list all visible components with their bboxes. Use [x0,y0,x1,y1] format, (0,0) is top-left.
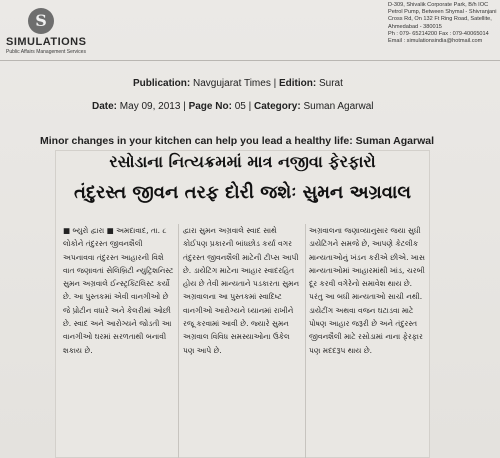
address-line: Email : simulationsindia@hotmail.com [388,38,483,45]
category-value: Suman Agarwal [303,101,374,112]
separator: | [248,101,252,112]
logo-letter: S [35,11,47,30]
separator: | [183,101,186,112]
logo-tagline: Public Affairs Management Services [6,49,86,55]
page-value: 05 [234,101,246,112]
publication-value: Navgujarat Times [193,78,271,89]
publication-line [133,78,343,89]
address-line: Petrol Pump, Between Shymal - Shivranjani [388,9,497,16]
company-address [388,2,500,45]
edition-label: Edition: [279,78,317,89]
newspaper-clipping [55,150,430,458]
edition-value: Surat [319,78,343,89]
logo-emblem-icon [28,8,54,34]
separator: | [273,78,277,89]
date-label: Date: [92,101,118,112]
page-label: Page No: [188,101,232,112]
logo-name: SIMULATIONS [6,36,87,48]
address-line: Ahmedabad - 380015 [388,23,442,30]
article-column-1: ■ બ્યુરો દ્વારા ■ અમદાવાદ, તા. ૮ લોકોને તંદુરસ્ત જીવનશૈલી અપનાવવા તંદુરસ્ત આહારની વિશે વાત જણાવતાં સેલિબ્રિટી ન્યુટ્રિશનિસ્ટ સુમન અગ્રવાલે ઈન્સ્ટ્રક્ટિલિસ્ટ કર્યો છે. આ પુસ્તકમાં એવી વાનગીઓ છે જે પ્રોટીન વધારે અને કેલરીમાં ઓછી છે. સ્વાદ અને આરોગ્યને જોડતી આ વાનગીઓ ઘરમાં સરળતાથી બનાવી શકાય છે. [63,226,174,355]
date-line [92,101,374,112]
column-divider [178,224,179,458]
date-value: May 09, 2013 [119,101,181,112]
header-divider [0,60,500,61]
address-line: D-309, Shivalik Corporate Park, B/h IOC [388,2,489,8]
category-label: Category: [254,101,301,112]
article-column-2: દ્વારા સુમન અગ્રવાલે સ્વાદ સાથે કોઈપણ પ્રકારની બાંધછોડ કર્યા વગર તંદુરસ્ત જીવનશૈલી માટેની ટીપ્સ આપી છે. ડાયેટિંગ માટેના આહાર સ્વાદરહિત હોય છે તેવી માન્યતાને પડકારતા સુમન અગ્રવાલના આ પુસ્તકમાં સ્વાદિષ્ટ વાનગીઓ આરોગ્યને ધ્યાનમાં રાખીને રજૂ કરવામાં આવી છે. જ્યારે સુમન અગ્રવાલ વિવિધ સમસ્યાઓના ઉકેલ પણ આપે છે. [183,226,300,355]
address-line: Ph : 079- 65214200 Fax : 079-40065014 [388,30,489,37]
article-column-3: અગ્રવાલના જણાવ્યાનુસાર જયા સુધી ડાયેટિંગને સમજે છે, આપણે કેટલીક માન્યતાઓનું ખંડન કરીએ છીએ. ખાસ માન્યતાઓમાં આહારમાંથી ખાંડ, ચરબી દૂર કરવી વગેરેનો સમાવેશ થાય છે. પરંતુ આ બધી માન્યતાઓ સાચી નથી. ડાયેટીંગ અથવા વજન ઘટાડવા માટે પોષણ આહાર જરૂરી છે અને તંદુરસ્ત જીવનશૈલી માટે રસોડામાં નાના ફેરફાર પણ મદદરૂપ થાય છે. [309,226,425,355]
column-divider [305,224,306,458]
english-headline: Minor changes in your kitchen can help you lead a healthy life: Suman Agarwal [40,135,435,147]
address-line: Cross Rd, On 132 Ft Ring Road, Satellite, [388,16,492,23]
gujarati-headline-1: રસોડાના નિત્યક્રમમાં માત્ર નજીવા ફેરફારો [109,152,376,171]
publication-label: Publication: [133,78,191,89]
gujarati-headline-2: તંદુરસ્ત જીવન તરફ દોરી જશેઃ સુમન અગ્રવાલ [74,182,411,203]
